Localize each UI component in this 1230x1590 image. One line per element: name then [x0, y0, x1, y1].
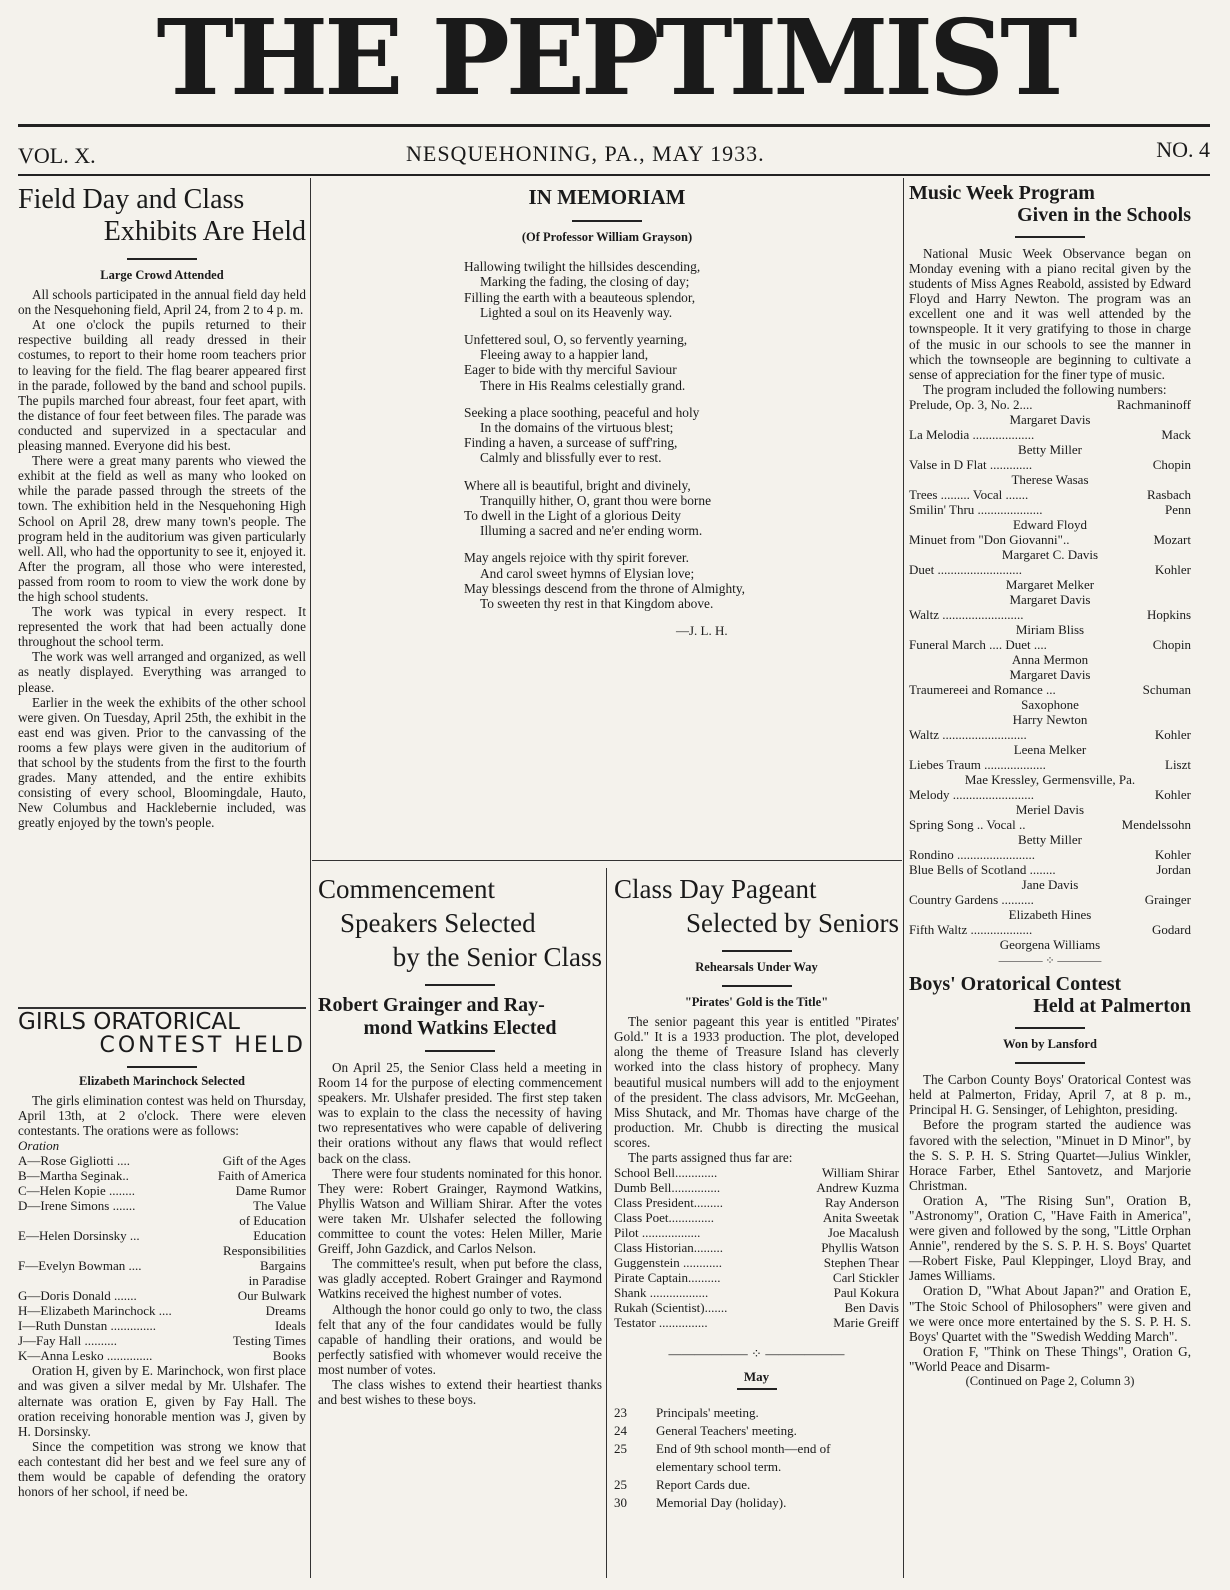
- program-composer: Godard: [1152, 921, 1191, 937]
- calendar-day: 23: [614, 1405, 627, 1421]
- cast-name: Stephen Thear: [823, 1255, 899, 1271]
- oration-title-cont: Responsibilities: [222, 1243, 306, 1259]
- paragraph: All schools participated in the annual field day held on the Nesquehoning field, April 24, from 2 to 4 p. m.: [18, 287, 306, 318]
- oration-row: [18, 1258, 306, 1273]
- program-piece: Spring Song .. Vocal ..: [909, 816, 1026, 832]
- poem-line: May blessings descend from the throne of Almighty,: [464, 580, 746, 596]
- oration-speaker: J—Fay Hall ..........: [18, 1333, 117, 1349]
- memoriam-poem: [464, 259, 754, 611]
- column-divider: [310, 178, 311, 1578]
- oration-speaker: H—Elizabeth Marinchock ....: [18, 1303, 172, 1319]
- paragraph: The parts assigned thus far are:: [628, 1150, 793, 1166]
- program-piece: Rondino ........................: [909, 846, 1036, 862]
- poem-line: Filling the earth with a beauteous splendor,: [464, 289, 696, 305]
- ornament: ———— ⁘ ————: [998, 954, 1102, 967]
- oration-title: Books: [272, 1348, 306, 1364]
- poem-line: Illuming a sacred and ne'er ending worm.: [480, 523, 703, 539]
- headline-rule: [737, 1388, 777, 1390]
- cast-row: [614, 1195, 899, 1210]
- program-row: [909, 682, 1191, 697]
- music-week-headline-2: Given in the Schools: [1017, 204, 1191, 226]
- oration-speaker: K—Anna Lesko ..............: [18, 1348, 153, 1364]
- cast-role: Class Poet..............: [614, 1210, 715, 1226]
- program-composer: Hopkins: [1146, 606, 1191, 622]
- program-performer: Saxophone: [1021, 696, 1079, 712]
- paragraph: Oration H, given by E. Marinchock, won first place and was given a silver medal by Mr. Ulshafer. The alternate was oration E, given by Fay Hall. The oration receiving honorable mention was J, given by H. Dorsinsky.: [18, 1363, 306, 1439]
- memoriam-article: [316, 184, 898, 638]
- oration-title: The Value: [253, 1198, 306, 1214]
- commencement-subhead-2: mond Watkins Elected: [363, 1017, 557, 1039]
- paragraph: Oration F, "Think on These Things", Oration G, "World Peace and Disarm-: [909, 1343, 1191, 1374]
- cast-name: William Shirar: [821, 1165, 899, 1181]
- poem-line: There in His Realms celestially grand.: [480, 377, 686, 393]
- girls-oratorical-headline-2: CONTEST HELD: [99, 1033, 306, 1058]
- cast-role: Rukah (Scientist).......: [614, 1300, 728, 1316]
- cast-row: [614, 1315, 899, 1330]
- program-composer: Rachmaninoff: [1116, 396, 1191, 412]
- oration-speaker: C—Helen Kopie ........: [18, 1183, 135, 1199]
- program-performer: Edward Floyd: [1012, 516, 1088, 532]
- program-piece: Trees ......... Vocal .......: [909, 486, 1029, 502]
- newspaper-title: THE PEPTIMIST: [156, 0, 1074, 119]
- class-day-headline-1: Class Day Pageant: [614, 874, 817, 904]
- cast-row: [614, 1300, 899, 1315]
- paragraph: The Carbon County Boys' Oratorical Contest was held at Palmerton, Friday, April 7, at 8 p. m., Principal H. G. Sensinger, of Lehighton, presiding.: [909, 1072, 1191, 1118]
- oration-speaker: G—Doris Donald .......: [18, 1288, 137, 1304]
- headline-rule: [1015, 1027, 1085, 1029]
- paragraph: The committee's result, when put before the class, was gladly accepted. Robert Grainger and Raymond Watkins received the highest number of votes.: [318, 1256, 602, 1302]
- memoriam-headline: IN MEMORIAM: [528, 185, 686, 209]
- paragraph: At one o'clock the pupils returned to their respective building all ready dressed in their costumes, to report to their home room teachers prior to leaving for the field. The flag bearer appeared first in the parade, followed by the band and school pupils. The pupils marched four abreast, four feet apart, with the distance of four feet between files. The parade was conducted and supervized in a spectacular and pleasing manned. Everyone did his best.: [18, 317, 306, 454]
- paragraph: The girls elimination contest was held on Thursday, April 13th, at 2 o'clock. There were eleven contestants. The orations were as follows:: [18, 1093, 306, 1139]
- program-performer: Elizabeth Hines: [1008, 906, 1092, 922]
- cast-name: Carl Stickler: [832, 1270, 899, 1286]
- paragraph: National Music Week Observance began on Monday evening with a piano recital given by the students of Miss Agnes Reabold, assisted by Edward Floyd and Harry Newton. The program was an excellent one and it was well attended by the townspeople. It it very gratifying to those in charge of the music in our schools to see the manner in which the townseople are beginning to cultivate a sense of appreciation for the finer type of music.: [909, 246, 1191, 382]
- oration-speaker: B—Martha Seginak..: [18, 1168, 129, 1184]
- cast-list: [614, 1165, 899, 1330]
- program-composer: Liszt: [1165, 756, 1191, 772]
- oration-list: [18, 1153, 306, 1363]
- paragraph: Since the competition was strong we know that each contestant did her best and we feel sure any of them would be capable of defending the oratory honors of her school, if need be.: [18, 1438, 306, 1500]
- cast-role: Class Historian.........: [614, 1240, 724, 1256]
- calendar-row: [614, 1440, 899, 1458]
- calendar-day: 25: [614, 1441, 627, 1457]
- girls-oratorical-headline-1: GIRLS ORATORICAL: [18, 1009, 240, 1035]
- oration-title: Faith of America: [217, 1168, 306, 1184]
- cast-name: Paul Kokura: [833, 1285, 899, 1301]
- cast-row: [614, 1270, 899, 1285]
- program-composer: Rasbach: [1146, 486, 1191, 502]
- music-program: [909, 397, 1191, 952]
- headline-rule: [1015, 236, 1085, 238]
- program-piece: Liebes Traum ...................: [909, 756, 1046, 772]
- field-day-headline-1: Field Day and Class: [18, 184, 245, 215]
- oration-title-cont: of Education: [239, 1213, 306, 1229]
- oration-speaker: A—Rose Gigliotti ....: [18, 1153, 130, 1169]
- poem-line: In the domains of the virtuous blest;: [480, 419, 674, 435]
- poem-line: May angels rejoice with thy spirit forever.: [464, 550, 689, 566]
- program-row: [909, 817, 1191, 832]
- cast-name: Ray Anderson: [824, 1195, 899, 1211]
- program-row: [909, 892, 1191, 907]
- paragraph: The work was well arranged and organized, as well as neatly displayed. Everything was arranged to please.: [18, 649, 306, 695]
- program-composer: Kohler: [1154, 786, 1191, 802]
- issue-number: NO. 4: [1156, 137, 1210, 162]
- calendar-row: [614, 1476, 899, 1494]
- program-piece: Blue Bells of Scotland ........: [909, 861, 1056, 877]
- calendar-row: [614, 1458, 899, 1476]
- class-day-subhead: Rehearsals Under Way: [695, 960, 818, 974]
- continued-note: (Continued on Page 2, Column 3): [965, 1374, 1135, 1388]
- headline-rule: [1015, 1062, 1085, 1064]
- oration-row: [18, 1183, 306, 1198]
- class-day-headline-2: Selected by Seniors: [686, 908, 899, 938]
- calendar-day: [614, 1458, 656, 1476]
- program-row: [909, 637, 1191, 652]
- program-composer: Mack: [1161, 426, 1191, 442]
- program-row: [909, 607, 1191, 622]
- oration-title-cont: in Paradise: [248, 1273, 306, 1289]
- program-performer: Margaret C. Davis: [1001, 546, 1099, 562]
- memoriam-subhead: (Of Professor William Grayson): [521, 230, 693, 244]
- program-piece: La Melodia ...................: [909, 426, 1035, 442]
- program-composer: Kohler: [1154, 561, 1191, 577]
- program-row: [909, 862, 1191, 877]
- program-piece: Prelude, Op. 3, No. 2....: [909, 396, 1033, 412]
- cast-row: [614, 1285, 899, 1300]
- paragraph: The senior pageant this year is entitled "Pirates' Gold." It is a 1933 production. The plot, developed along the theme of Treasure Island has cleverly worked into the class history of prophecy. Many beautiful musical numbers will add to the enjoyment of the president. The class advisors, Mr. McGeehan, Miss Shutack, and Mr. Thomas have charge of the production. Mr. Chubb is directing the musical scores.: [614, 1014, 899, 1150]
- cast-name: Phyllis Watson: [821, 1240, 899, 1256]
- poem-line: Unfettered soul, O, so fervently yearning,: [464, 331, 688, 347]
- calendar-day: 25: [614, 1477, 627, 1493]
- program-piece: Country Gardens ..........: [909, 891, 1034, 907]
- cast-row: [614, 1210, 899, 1225]
- poem-stanza: [464, 550, 754, 611]
- headline-rule: [425, 1050, 495, 1052]
- paragraph: Oration D, "What About Japan?" and Oration E, "The Stoic School of Philosophers" were given and we were once more entertained by the S. S. P. H. S. Boys' Quartet with the "Swedish Wedding March".: [909, 1283, 1191, 1344]
- oration-row: [18, 1288, 306, 1303]
- poem-stanza: [464, 259, 754, 320]
- poem-line: Calmly and blissfully ever to rest.: [480, 450, 662, 466]
- calendar-row: [614, 1404, 899, 1422]
- paragraph: The program included the following numbers:: [923, 381, 1167, 397]
- program-piece: Smilin' Thru ....................: [909, 501, 1043, 517]
- masthead-rule-top: [18, 124, 1210, 127]
- cast-role: Pirate Captain..........: [614, 1270, 721, 1286]
- program-row: [909, 757, 1191, 772]
- program-performer: Georgena Williams: [999, 936, 1101, 952]
- program-piece: Fifth Waltz ...................: [909, 921, 1033, 937]
- paragraph: The work was typical in every respect. It represented the work that had been actually done throughout the school term.: [18, 604, 306, 650]
- program-performer: Betty Miller: [1018, 831, 1082, 847]
- program-performer: Harry Newton: [1012, 711, 1088, 727]
- poem-line: Seeking a place soothing, peaceful and holy: [464, 404, 700, 420]
- cast-name: Marie Greiff: [833, 1315, 899, 1331]
- commencement-headline-3: by the Senior Class: [392, 942, 602, 972]
- program-row: [909, 562, 1191, 577]
- program-piece: Traumereei and Romance ...: [909, 681, 1056, 697]
- program-composer: Mozart: [1153, 531, 1191, 547]
- oration-row: [18, 1228, 306, 1243]
- paragraph: On April 25, the Senior Class held a meeting in Room 14 for the purpose of electing commencement speakers. Mr. Ulshafer presided. The first step taken was to explain to the class the necessity of having two representatives who were capable of delivering their orations without any flaws that would reflect back on the class.: [318, 1060, 602, 1166]
- program-row: [909, 847, 1191, 862]
- program-performer: Margaret Melker: [1005, 576, 1095, 592]
- boys-oratorical-subhead: Won by Lansford: [1003, 1037, 1097, 1052]
- music-week-headline-1: Music Week Program: [909, 182, 1095, 204]
- cast-role: Testator ...............: [614, 1315, 708, 1331]
- paragraph: There were four students nominated for this honor. They were: Robert Grainger, Raymond Watkins, Phyllis Watson and William Shirar. After the votes were taken Mr. Ulshafer selected the following committee to count the votes: Helen Miller, Marie Greiff, John Gazdick, and Carlos Nelson.: [318, 1165, 602, 1257]
- program-performer: Jane Davis: [1021, 876, 1079, 892]
- poem-signature: —J. L. H.: [676, 623, 728, 639]
- poem-line: To sweeten thy rest in that Kingdom above.: [480, 595, 714, 611]
- oration-row: [18, 1303, 306, 1318]
- field-day-headline-2: Exhibits Are Held: [103, 216, 306, 247]
- program-row: [909, 397, 1191, 412]
- calendar-event: Report Cards due.: [656, 1477, 751, 1493]
- commencement-article: [318, 872, 602, 1407]
- program-performer: Miriam Bliss: [1015, 621, 1085, 637]
- cast-row: [614, 1180, 899, 1195]
- poem-line: To dwell in the Light of a glorious Deity: [464, 507, 681, 523]
- poem-stanza: [464, 405, 754, 466]
- oration-title: Ideals: [274, 1318, 306, 1334]
- program-piece: Valse in D Flat .............: [909, 456, 1033, 472]
- program-performer: Mae Kressley, Germensville, Pa.: [964, 771, 1136, 787]
- commencement-headline-1: Commencement: [318, 874, 495, 904]
- oration-title: Gift of the Ages: [222, 1153, 306, 1169]
- field-day-subhead: Large Crowd Attended: [100, 268, 224, 282]
- oration-speaker: D—Irene Simons .......: [18, 1198, 136, 1214]
- headline-rule: [127, 1066, 197, 1068]
- calendar-day: 30: [614, 1495, 627, 1511]
- program-composer: Mendelssohn: [1121, 816, 1191, 832]
- oration-row: [18, 1333, 306, 1348]
- headline-rule: [722, 985, 792, 987]
- calendar-event: General Teachers' meeting.: [656, 1423, 797, 1439]
- boys-oratorical-headline-2: Held at Palmerton: [1033, 995, 1191, 1018]
- program-composer: Jordan: [1156, 861, 1191, 877]
- program-piece: Waltz .........................: [909, 606, 1024, 622]
- oration-row: [18, 1168, 306, 1183]
- oration-speaker: E—Helen Dorsinsky ...: [18, 1228, 140, 1244]
- program-piece: Minuet from "Don Giovanni"..: [909, 531, 1070, 547]
- girls-oratorical-subhead: Elizabeth Marinchock Selected: [79, 1074, 245, 1088]
- calendar-event: elementary school term.: [656, 1459, 782, 1475]
- cast-name: Joe Macalush: [827, 1225, 899, 1241]
- program-composer: Kohler: [1154, 846, 1191, 862]
- oration-title: Our Bulwark: [237, 1288, 306, 1304]
- program-performer: Therese Wasas: [1011, 471, 1089, 487]
- program-composer: Penn: [1165, 501, 1191, 517]
- oration-row: [18, 1318, 306, 1333]
- oration-title: Testing Times: [232, 1333, 306, 1349]
- paragraph: Although the honor could go only to two, the class felt that any of the four candidates would be fully capable of handling their orations, and would be perfectly satisfied with whomever would receive the most number of votes.: [318, 1301, 602, 1377]
- oration-row: [18, 1153, 306, 1168]
- program-row: [909, 487, 1191, 502]
- girls-oratorical-article: [18, 1010, 306, 1499]
- headline-rule: [722, 950, 792, 952]
- column-divider: [606, 868, 607, 1578]
- poem-line: Fleeing away to a happier land,: [480, 347, 649, 363]
- program-performer: Anna Mermon: [1011, 651, 1089, 667]
- poem-line: Eager to bide with thy merciful Saviour: [464, 362, 677, 378]
- poem-line: Where all is beautiful, bright and divinely,: [464, 477, 691, 493]
- calendar-row: [614, 1494, 899, 1512]
- paragraph: The class wishes to extend their heartiest thanks and best wishes to these boys.: [318, 1376, 602, 1408]
- cast-row: [614, 1255, 899, 1270]
- class-day-subhead-2: "Pirates' Gold is the Title": [684, 995, 829, 1010]
- cast-role: Dumb Bell...............: [614, 1180, 721, 1196]
- calendar-event: Memorial Day (holiday).: [656, 1495, 787, 1511]
- program-row: [909, 532, 1191, 547]
- cast-name: Anita Sweetak: [822, 1210, 899, 1226]
- program-row: [909, 502, 1191, 517]
- paragraph: Before the program started the audience was favored with the selection, "Minuet in D Minor", by the S. S. P. H. S. String Quartet—Julius Winkler, Horace Farber, Ethel Santovetz, and Marjorie Christman.: [909, 1117, 1191, 1193]
- program-row: [909, 787, 1191, 802]
- masthead: [0, 0, 1230, 118]
- oration-row: [18, 1348, 306, 1363]
- volume-label: VOL. X.: [18, 143, 96, 168]
- calendar-heading: May: [743, 1369, 770, 1385]
- oration-title: Bargains: [260, 1258, 306, 1274]
- issue-line: [18, 137, 1210, 173]
- oration-heading: Oration: [18, 1138, 60, 1154]
- oration-speaker: F—Evelyn Bowman ....: [18, 1258, 142, 1274]
- cast-row: [614, 1240, 899, 1255]
- program-composer: Chopin: [1152, 456, 1191, 472]
- program-row: [909, 727, 1191, 742]
- cast-name: Andrew Kuzma: [816, 1180, 899, 1196]
- cast-role: School Bell.............: [614, 1165, 718, 1181]
- program-piece: Melody .........................: [909, 786, 1034, 802]
- program-composer: Chopin: [1152, 636, 1191, 652]
- place-date: NESQUEHONING, PA., MAY 1933.: [406, 141, 765, 166]
- program-performer: Betty Miller: [1018, 441, 1082, 457]
- paragraph: Earlier in the week the exhibits of the other school were given. On Tuesday, April 25th, the exhibit in the east end was given. Prior to the canvassing of the rooms a few plays were given in the auditorium of that school by the students from the first to the fourth grades. Many attended, and the entire exhibits consisting of every school, Bloomingdale, Hauto, New Columbus and Hacklebernie included, was greatly enjoyed by the town's people.: [18, 694, 306, 831]
- cast-name: Ben Davis: [844, 1300, 899, 1316]
- headline-rule: [425, 984, 495, 986]
- program-row: [909, 457, 1191, 472]
- poem-line: Lighted a soul on its Heavenly way.: [480, 304, 673, 320]
- program-piece: Waltz ..........................: [909, 726, 1027, 742]
- class-day-article: [614, 872, 899, 1512]
- commencement-headline-2: Speakers Selected: [340, 908, 536, 938]
- program-row: [909, 922, 1191, 937]
- calendar-event: Principals' meeting.: [656, 1405, 759, 1421]
- section-divider: [312, 860, 902, 861]
- ornament: —————— ⁘ ——————: [668, 1346, 845, 1362]
- program-piece: Funeral March .... Duet ....: [909, 636, 1047, 652]
- oration-speaker: I—Ruth Dunstan ..............: [18, 1318, 156, 1334]
- may-calendar: [614, 1404, 899, 1512]
- cast-role: Guggenstein ............: [614, 1255, 722, 1271]
- program-composer: Schuman: [1142, 681, 1191, 697]
- calendar-event: End of 9th school month—end of: [656, 1441, 831, 1457]
- poem-stanza: [464, 478, 754, 539]
- oration-row: [18, 1198, 306, 1213]
- boys-oratorical-headline-1: Boys' Oratorical Contest: [909, 973, 1122, 996]
- paragraph: Oration A, "The Rising Sun", Oration B, "Astronomy", Oration C, "Have Faith in America", were given and followed by the song, "Little Orphan Annie", rendered by the S. S. P. H. S. Boys' Quartet—Robert Fiske, Paul Kleppinger, Lloyd Bray, and James Williams.: [909, 1192, 1191, 1284]
- program-performer: Margaret Davis: [1009, 666, 1091, 682]
- cast-role: Pilot ..................: [614, 1225, 701, 1241]
- music-week-article: [909, 182, 1191, 1389]
- oration-title: Dame Rumor: [235, 1183, 306, 1199]
- paragraph: There were a great many parents who viewed the exhibit at the field as well as many who looked on while the parade passed through the streets of the town. The exhibition held in the Nesquehoning High School on April 28, drew many town's people. The program held in the auditorium was given particularly well. All, who had the opportunity to see it, enjoyed it. After the program, all those who were interested, passed from room to room to view the work done by the high school students.: [18, 453, 306, 604]
- calendar-day: 24: [614, 1423, 627, 1439]
- cast-role: Class President.........: [614, 1195, 724, 1211]
- program-row: [909, 427, 1191, 442]
- cast-row: [614, 1225, 899, 1240]
- program-piece: Duet ..........................: [909, 561, 1023, 577]
- column-divider: [903, 178, 904, 1578]
- headline-rule: [127, 258, 197, 260]
- program-composer: Kohler: [1154, 726, 1191, 742]
- masthead-rule-bottom: [18, 174, 1210, 176]
- cast-role: Shank ..................: [614, 1285, 709, 1301]
- program-composer: Grainger: [1144, 891, 1191, 907]
- program-performer: Margaret Davis: [1009, 591, 1091, 607]
- program-performer: Margaret Davis: [1009, 411, 1091, 427]
- program-performer: Meriel Davis: [1015, 801, 1085, 817]
- cast-row: [614, 1165, 899, 1180]
- poem-line: Marking the fading, the closing of day;: [480, 274, 690, 290]
- oration-title: Dreams: [265, 1303, 306, 1319]
- poem-line: Tranquilly hither, O, grant thou were borne: [480, 492, 712, 508]
- commencement-subhead-1: Robert Grainger and Ray-: [318, 994, 545, 1016]
- poem-line: Hallowing twilight the hillsides descending,: [464, 259, 701, 275]
- field-day-article: [18, 184, 306, 830]
- poem-line: And carol sweet hymns of Elysian love;: [480, 565, 695, 581]
- poem-stanza: [464, 332, 754, 393]
- oration-title: Education: [253, 1228, 306, 1244]
- headline-rule: [572, 220, 642, 222]
- program-performer: Leena Melker: [1013, 741, 1087, 757]
- calendar-row: [614, 1422, 899, 1440]
- poem-line: Finding a haven, a surcease of suff'ring,: [464, 435, 678, 451]
